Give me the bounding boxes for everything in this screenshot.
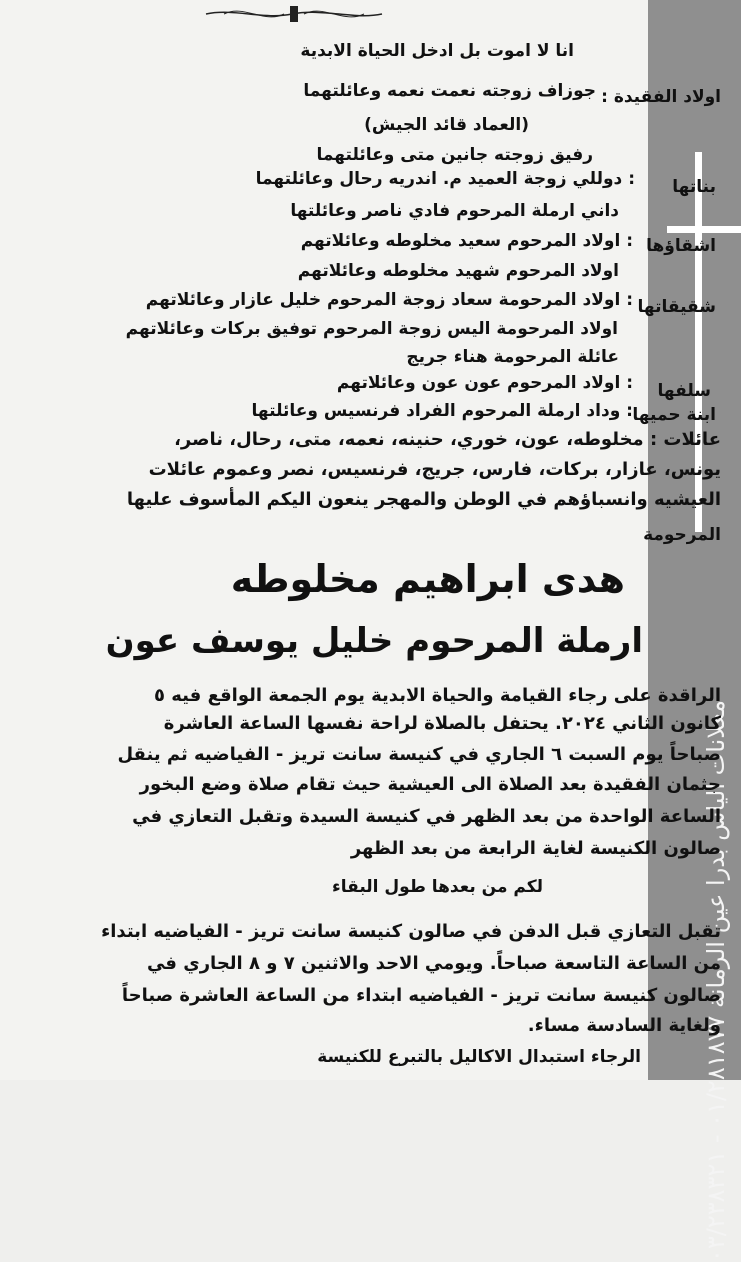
sisters-line: : اولاد المرحومة سعاد زوجة المرحوم خليل عازار وعائلاتهم xyxy=(145,290,633,310)
body-line: جثمان الفقيدة بعد الصلاة الى العيشية حيث تقام صلاة وضع البخور xyxy=(139,774,721,795)
condolence-line: من الساعة التاسعة صباحاً. ويومي الاحد والاثنين ٧ و ٨ الجاري في xyxy=(146,953,721,974)
stepdaughter-line: : وداد ارملة المرحوم الفراد فرنسيس وعائلتها xyxy=(251,401,633,421)
daughters-line: : دوللي زوجة العميد م. اندريه رحال وعائلتهما xyxy=(255,169,635,189)
condolence-line: ولغاية السادسة مساء. xyxy=(527,1015,721,1036)
widow-of: ارملة المرحوم خليل يوسف عون xyxy=(105,621,643,661)
brothers-label: اشقاؤها xyxy=(646,236,716,256)
request-line: الرجاء استبدال الاكاليل بالتبرع للكنيسة xyxy=(317,1047,641,1067)
brothers-line: : اولاد المرحوم سعيد مخلوطه وعائلاتهم xyxy=(300,231,633,251)
children-line: (العماد قائد الجيش) xyxy=(364,115,529,135)
sisters-line: عائلة المرحومة هناء جريج xyxy=(406,347,619,367)
ornament-icon xyxy=(204,2,384,26)
children-line: جوزاف زوجته نعمت نعمه وعائلتهما xyxy=(303,81,596,101)
body-line: الساعة الواحدة من بعد الظهر في كنيسة السيدة وتقبل التعازي في xyxy=(132,806,721,827)
families-line: عائلات : مخلوطه، عون، خوري، حنينه، نعمه، متى، رحال، ناصر، xyxy=(174,429,721,450)
families-line: العيشيه وانسباؤهم في الوطن والمهجر ينعون اليكم المأسوف عليها xyxy=(126,489,721,510)
brothers-line: اولاد المرحوم شهيد مخلوطه وعائلاتهم xyxy=(297,261,619,281)
body-line: صالون الكنيسة لغاية الرابعة من بعد الظهر xyxy=(350,838,721,859)
deceased-name: هدى ابراهيم مخلوطه xyxy=(230,557,625,601)
sisters-label: شقيقاتها xyxy=(637,297,716,317)
cross-icon-bar xyxy=(667,226,741,233)
families-line: يونس، عازار، بركات، فارس، جريج، فرنسيس، نصر وعموم عائلات xyxy=(148,459,721,480)
body-line: الراقدة على رجاء القيامة والحياة الابدية يوم الجمعة الواقع فيه ٥ xyxy=(154,685,721,706)
children-line: رفيق زوجته جانين متى وعائلتهما xyxy=(316,145,593,165)
closing-line: لكم من بعدها طول البقاء xyxy=(332,877,543,897)
inlaw-label: سلفها xyxy=(657,381,711,401)
body-line: كانون الثاني ٢٠٢٤. يحتفل بالصلاة لراحة نفسها الساعة العاشرة xyxy=(163,713,721,734)
inlaw-line: : اولاد المرحوم عون عون وعائلاتهم xyxy=(336,373,633,393)
sisters-line: اولاد المرحومة اليس زوجة المرحوم توفيق بركات وعائلاتهم xyxy=(125,319,618,339)
body-line: صباحاً يوم السبت ٦ الجاري في كنيسة سانت تريز - الفياضيه ثم ينقل xyxy=(117,744,721,765)
children-label: اولاد الفقيدة : xyxy=(601,87,721,107)
condolence-line: صالون كنيسة سانت تريز - الفياضيه ابتداء من الساعة العاشرة صباحاً xyxy=(121,985,721,1006)
daughters-line: داني ارملة المرحوم فادي ناصر وعائلتها xyxy=(290,201,619,221)
daughters-label: بناتها xyxy=(672,177,716,197)
families-line: المرحومة xyxy=(643,525,721,545)
condolence-line: تقبل التعازي قبل الدفن في صالون كنيسة سانت تريز - الفياضيه ابتداء xyxy=(101,921,721,942)
opening-verse: انا لا اموت بل ادخل الحياة الابدية xyxy=(300,41,574,61)
stepdaughter-label: ابنة حميها xyxy=(632,405,716,425)
advertiser-contact: معلانات الياس بدرا عين الرمانة ٠١/٢٨١٨٧٧ - ٠٣/٢٣٨٣٢١ xyxy=(702,700,730,1262)
